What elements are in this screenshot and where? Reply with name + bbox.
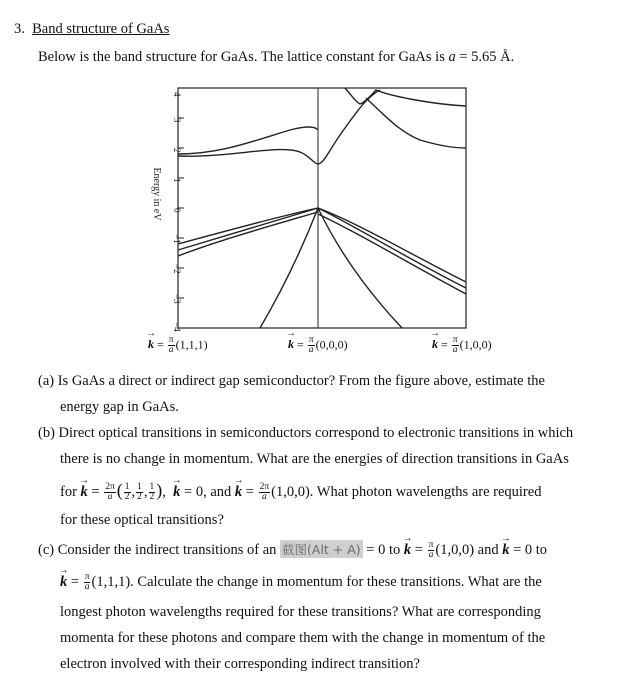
ytick-0: 0 (172, 208, 182, 213)
valence-right-3 (318, 214, 466, 294)
question-c-line2: → k = $\frac{\pi}{a}$ (1,1,1). Calculate the change in momentum for these transitions. What are the (60, 573, 542, 592)
problem-title: Band structure of GaAs (32, 21, 170, 37)
ytick-m4: −4 (172, 322, 182, 332)
problem-heading (14, 21, 169, 38)
band-structure-plot (140, 84, 520, 364)
plot-frame (178, 88, 466, 328)
problem-number: 3. (14, 21, 25, 37)
valence-left-1 (178, 208, 318, 250)
intro-prefix: Below is the band structure for GaAs. The lattice constant for GaAs is (38, 49, 449, 65)
ytick-4: 4 (172, 92, 182, 97)
problem-intro (38, 49, 514, 66)
ytick-3: 3 (172, 118, 182, 123)
ytick-2: 2 (172, 148, 182, 153)
ytick-m2: −2 (172, 264, 182, 274)
xlabel-100: → k = $\frac{\pi}{a}$ (1,0,0) (432, 336, 492, 355)
xlabel-000: → k = $\frac{\pi}{a}$ (0,0,0) (288, 336, 348, 355)
question-c-line3: longest photon wavelengths required for these transitions? What are corresponding (60, 604, 541, 620)
valence-left-2 (178, 208, 318, 244)
question-b-line4: for these optical transitions? (60, 512, 224, 528)
question-b-line1: (b) Direct optical transitions in semiconductors correspond to electronic transitions in which (38, 425, 574, 441)
band-upper-left (178, 127, 318, 154)
ytick-m1: −1 (172, 234, 182, 244)
valence-deep-right (318, 208, 402, 328)
question-b-line2: there is no change in momentum. What are the energies of direction transitions in GaAs (60, 451, 569, 467)
question-c-line1: (c) Consider the indirect transitions of an 截图(Alt + A) = 0 to → k = $\frac{\pi}{a}$ (1,0,0) and → k = 0 to (38, 540, 547, 560)
intro-suffix: = 5.65 Å. (455, 49, 515, 65)
band-conduction-min (178, 90, 380, 164)
ytick-1: 1 (172, 178, 182, 183)
xlabel-111: → k = $\frac{\pi}{a}$ (1,1,1) (148, 336, 208, 355)
band-structure-figure (140, 84, 520, 364)
valence-left-3 (178, 212, 318, 256)
question-a-line1: (a) Is GaAs a direct or indirect gap semiconductor? From the figure above, estimate the (38, 373, 545, 389)
screenshot-watermark: 截图(Alt + A) (282, 542, 361, 557)
question-a-line2: energy gap in GaAs. (60, 399, 179, 415)
question-b-line3: for → k = $\frac{2\pi}{a}$ ( $\frac{1}{2}$ , $\frac{1}{2}$ , $\frac{1}{2}$ ), → k = 0, and → k = $\frac{2\pi}{a}$ (1,0,0). What photon wavelengths are required (60, 480, 541, 502)
ytick-m3: −3 (172, 294, 182, 304)
question-c-line5: electron involved with their corresponding indirect transition? (60, 656, 420, 672)
intro-var: a (448, 49, 456, 65)
question-c-line4: momenta for these photons and compare them with the change in momentum of the (60, 630, 546, 646)
y-axis-label: Energy in eV (151, 167, 162, 221)
